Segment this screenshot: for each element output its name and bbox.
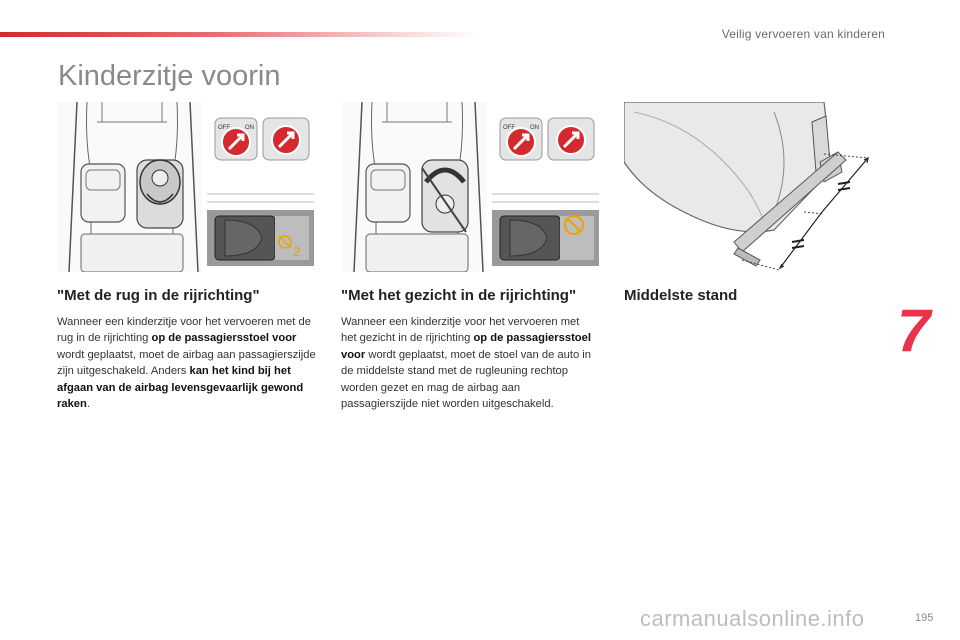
section-header: Veilig vervoeren van kinderen: [721, 27, 885, 41]
forward-facing-seat-illustration: [342, 102, 599, 272]
text-run: wordt geplaatst, moet de stoel van de auto in de middelste stand met de rugleuning rechtop worden gezet en mag de airbag aan passagierszijde niet worden uitgeschakeld.: [341, 348, 592, 411]
switch-off-label-2: OFF: [503, 125, 515, 131]
column-body: [57, 314, 319, 412]
column-body: [341, 314, 591, 412]
seat-middle-position-illustration: [624, 102, 882, 272]
warning-digit: 2: [293, 244, 301, 259]
column-forward-facing: [341, 287, 591, 412]
page-title: Kinderzitje voorin: [58, 60, 281, 92]
column-heading: "Met het gezicht in de rijrichting": [341, 287, 577, 304]
rear-facing-seat-illustration: [57, 102, 314, 272]
chapter-number: 7: [897, 297, 931, 364]
watermark-text: carmanualsonline.info: [640, 606, 865, 631]
page-number: 195: [915, 612, 934, 624]
column-heading: Middelste stand: [624, 287, 738, 304]
column-heading: "Met de rug in de rijrichting": [57, 287, 260, 304]
text-run: wordt geplaatst, moet de airbag aan passagierszijde zijn uitgeschakeld. Anders: [57, 348, 316, 378]
column-middle-position: [624, 287, 854, 314]
switch-on-label: ON: [245, 125, 254, 131]
bold-text-run: op de passagiersstoel voor: [341, 332, 591, 361]
bold-text-run: kan het kind bij het afgaan van de airbag levensgevaarlijk gewond raken: [57, 365, 304, 411]
bold-text-run: op de passagiersstoel voor: [151, 332, 297, 345]
text-run: Wanneer een kinderzitje voor het vervoeren met de rug in de rijrichting: [57, 316, 311, 345]
switch-off-label: OFF: [218, 125, 230, 131]
text-run: .: [86, 398, 90, 411]
column-rear-facing: [57, 287, 319, 412]
header-accent-bar: [0, 32, 480, 37]
switch-on-label-2: ON: [530, 125, 539, 131]
text-run: Wanneer een kinderzitje voor het vervoeren met het gezicht in de rijrichting: [341, 316, 580, 345]
